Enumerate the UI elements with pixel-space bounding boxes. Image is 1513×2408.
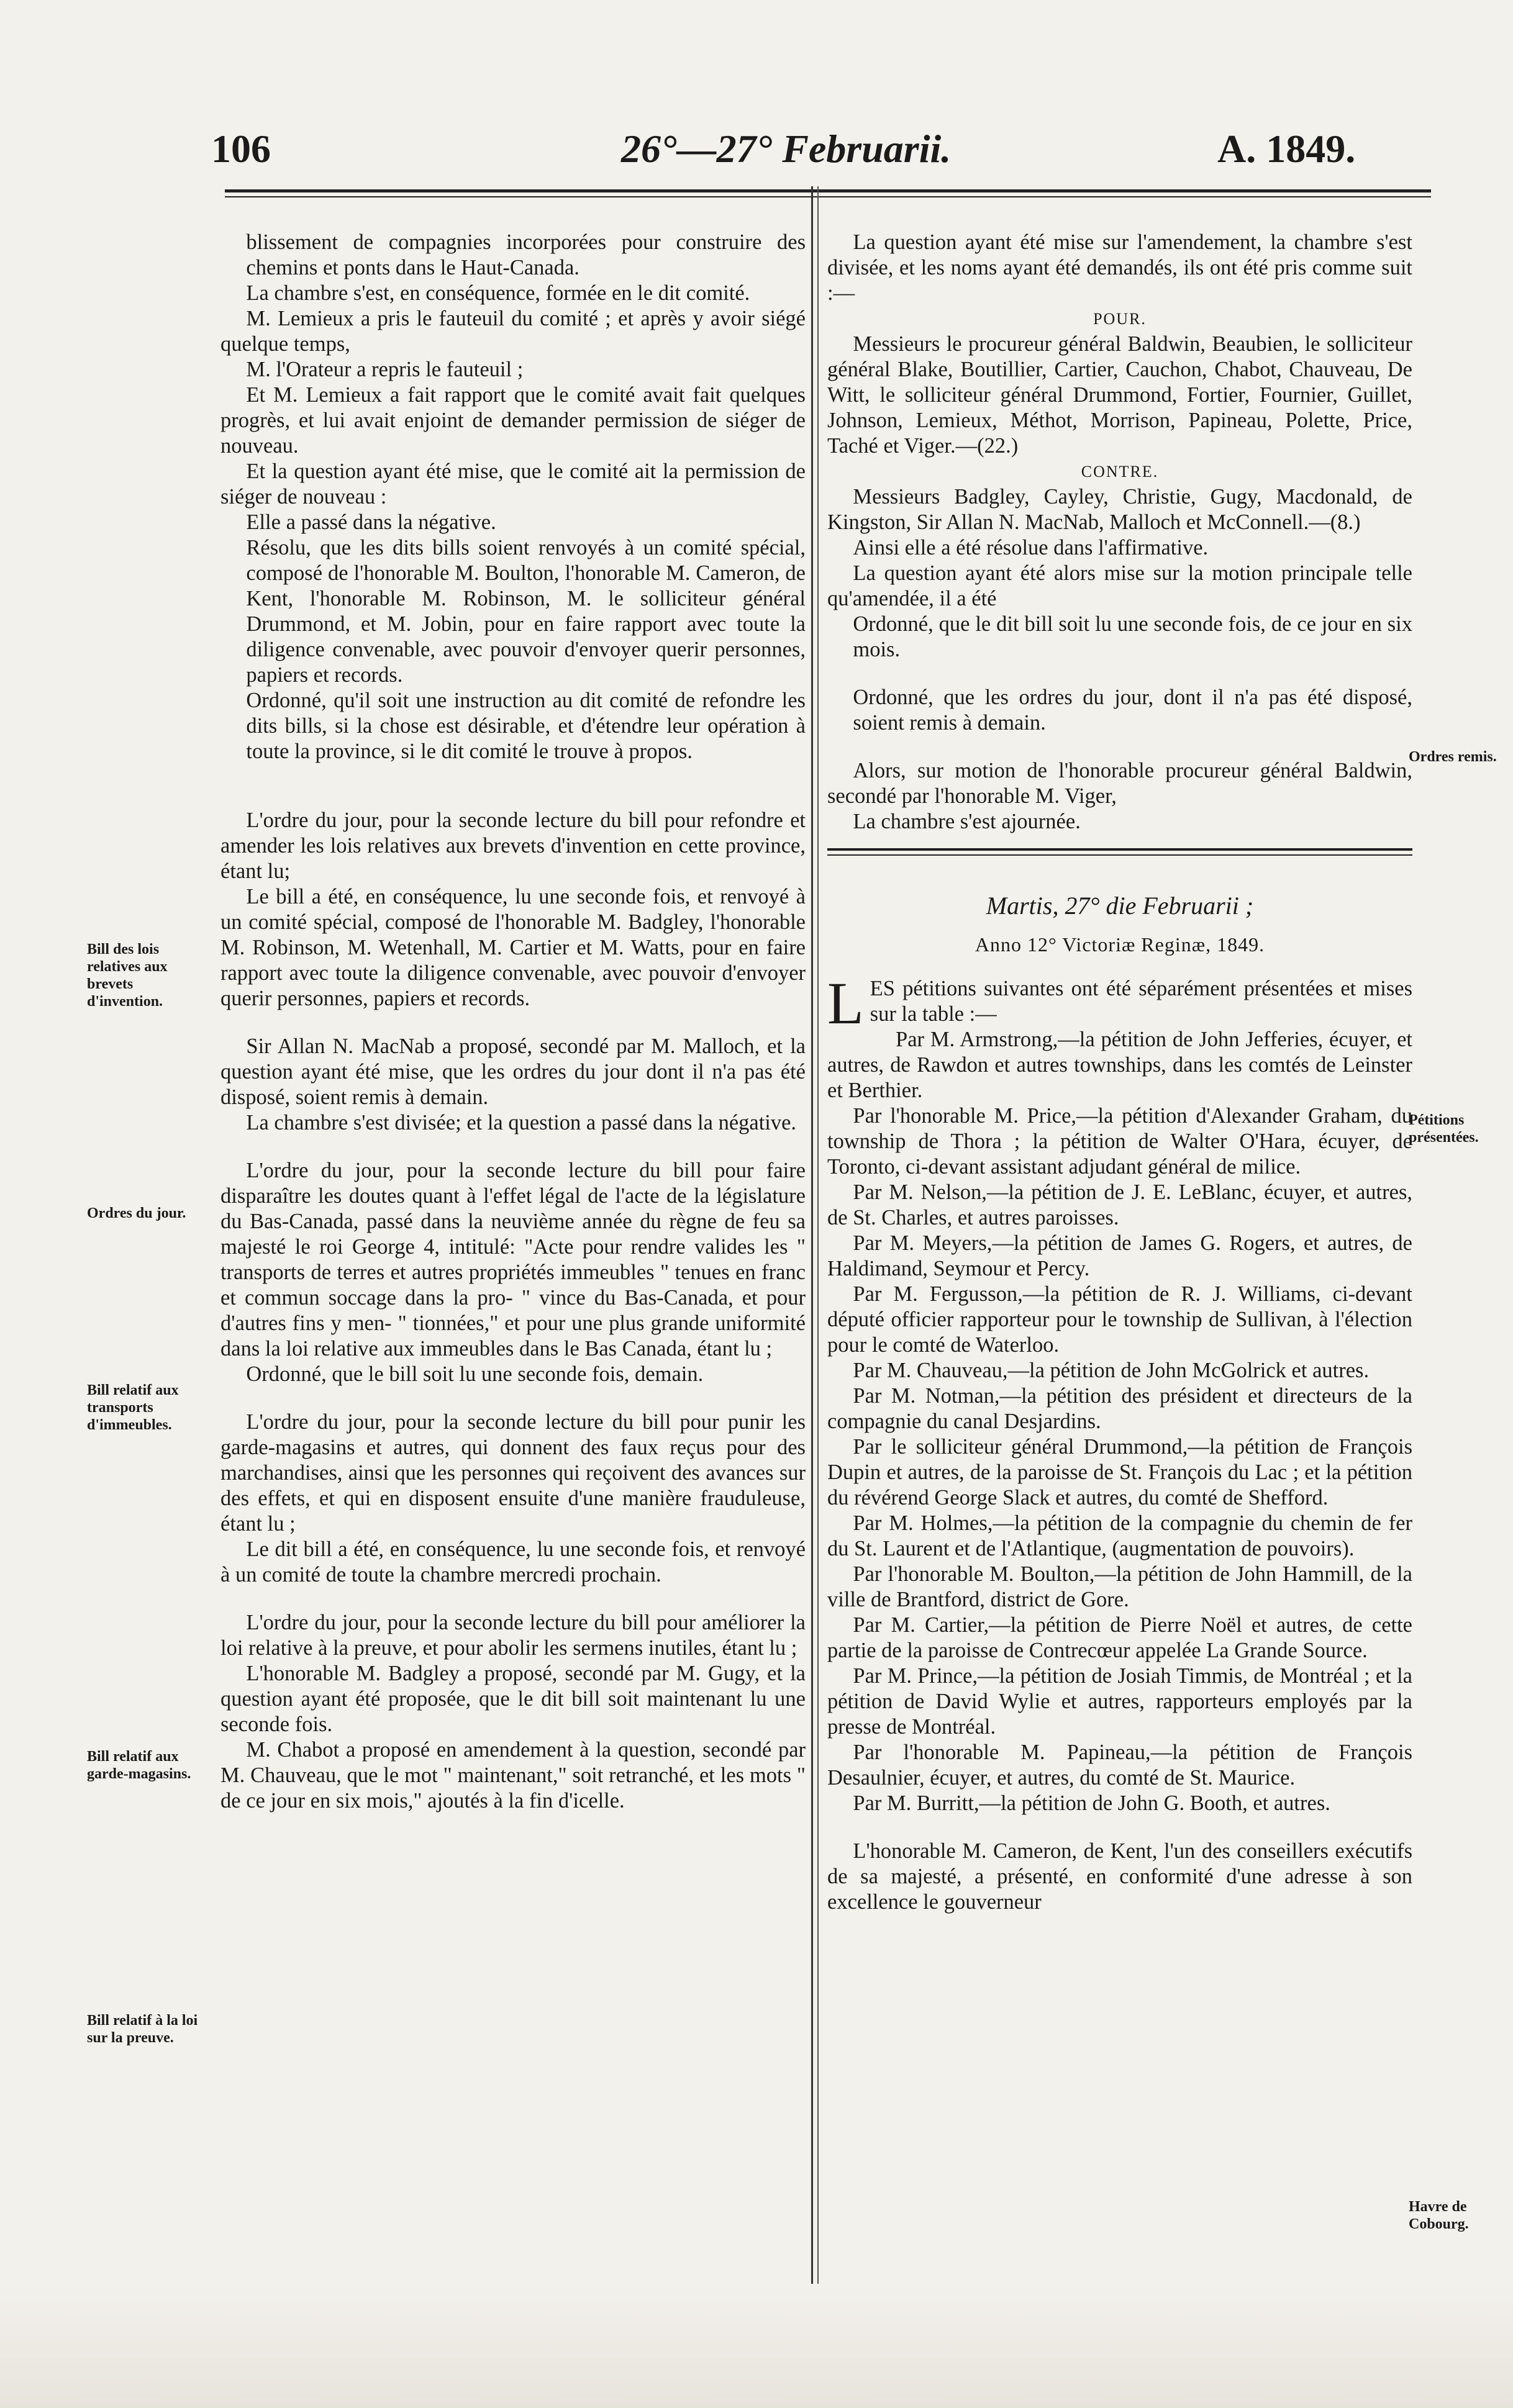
paragraph: La question ayant été alors mise sur la motion principale telle qu'amendée, il a été	[827, 561, 1412, 610]
paragraph: M. l'Orateur a repris le fauteuil ;	[246, 358, 524, 381]
margin-note-petitions: Pétitions présentées.	[1409, 1112, 1479, 1146]
petition-item: Par M. Cartier,—la pétition de Pierre Noël et autres, de cette partie de la paroisse de Contrecœur appelée La Grande Source.	[827, 1613, 1412, 1662]
petition-item: Par M. Meyers,—la pétition de James G. Rogers, et autres, de Haldimand, Seymour et Percy.	[827, 1231, 1412, 1280]
vote-label-pour: POUR.	[1093, 310, 1147, 328]
petition-item: Par M. Burritt,—la pétition de John G. Booth, et autres.	[853, 1791, 1330, 1815]
paragraph: Ordonné, qu'il soit une instruction au dit comité de refondre les dits bills, si la chose est désirable, et d'étendre leur opération à toute la province, si le dit comité le trouve à propos.	[246, 689, 806, 763]
petition-item: Par M. Armstrong,—la pétition de John Jefferies, écuyer, et autres, de Rawdon et autres townships, dans les comtés de Leinster et Berthier.	[827, 1028, 1412, 1102]
page-number: 106	[211, 127, 271, 171]
petition-item: Par l'honorable M. Papineau,—la pétition de François Desaulnier, écuyer, et autres, du comté de St. Maurice.	[827, 1740, 1412, 1790]
paragraph: Ordonné, que les ordres du jour, dont il n'a pas été disposé, soient remis à demain.	[853, 686, 1412, 735]
petition-item: Par l'honorable M. Boulton,—la pétition de John Hammill, de la ville de Brantford, district de Gore.	[827, 1562, 1412, 1611]
margin-note-transports: Bill relatif aux transports d'immeubles.	[87, 1382, 179, 1433]
paragraph: Le dit bill a été, en conséquence, lu une seconde fois, et renvoyé à un comité de toute la chambre mercredi prochain.	[220, 1537, 806, 1586]
petition-item: Par M. Nelson,—la pétition de J. E. LeBlanc, écuyer, et autres, de St. Charles, et autres paroisses.	[827, 1180, 1412, 1229]
petition-item: Par M. Notman,—la pétition des président et directeurs de la compagnie du canal Desjardins.	[827, 1384, 1412, 1433]
paragraph: La chambre s'est, en conséquence, formée en le dit comité.	[246, 281, 750, 305]
paragraph: L'ordre du jour, pour la seconde lecture du bill pour faire disparaître les doutes quant à l'effet légal de l'acte de la législature du Bas-Canada, passé dans la neuvième année du règne de feu sa majesté le roi George 4, intitulé: "Acte pour rendre valides les " transports de terres et autres propriétés immeubles " tenues en franc et commun soccage dans la pro- " vince du Bas-Canada, et pour d'autres fins y men- " tionnées," et pour une plus grande uniformité dans la loi relative aux immeubles dans le Bas Canada, étant lu ;	[220, 1159, 806, 1360]
paragraph: La question ayant été mise sur l'amendement, la chambre s'est divisée, et les noms ayant été demandés, ils ont été pris comme suit :—	[827, 230, 1412, 305]
margin-note-havre: Havre de Cobourg.	[1409, 2199, 1469, 2232]
paragraph: Alors, sur motion de l'honorable procureur général Baldwin, secondé par l'honorable M. Viger,	[827, 759, 1412, 808]
petition-item: Par M. Chauveau,—la pétition de John McGolrick et autres.	[853, 1359, 1370, 1382]
vote-label-contre: CONTRE.	[1081, 463, 1159, 481]
paragraph: Messieurs Badgley, Cayley, Christie, Gugy, Macdonald, de Kingston, Sir Allan N. MacNab, Malloch et McConnell.—(8.)	[827, 485, 1412, 534]
section-rule-thin	[827, 854, 1412, 856]
paragraph: Ordonné, que le bill soit lu une seconde fois, demain.	[246, 1362, 704, 1386]
anno-line: Anno 12° Victoriæ Reginæ, 1849.	[975, 933, 1265, 956]
petition-item: Par l'honorable M. Price,—la pétition d'Alexander Graham, du township de Thora ; la pétition de Walter O'Hara, écuyer, de Toronto, ci-devant assistant adjudant général de milice.	[827, 1104, 1412, 1179]
petitions-intro-text: ES pétitions suivantes ont été séparément présentées et mises sur la table :—	[870, 977, 1412, 1026]
page-year: A. 1849.	[1217, 127, 1356, 171]
paragraph: L'ordre du jour, pour la seconde lecture du bill pour améliorer la loi relative à la preuve, et pour abolir les sermens inutiles, étant lu ;	[220, 1611, 806, 1660]
scan-edge	[0, 2284, 1513, 2408]
column-divider-inner	[817, 186, 819, 2372]
page-date-heading: 26°—27° Februarii.	[621, 127, 952, 171]
right-column	[827, 230, 1412, 1915]
petition-item: Par le solliciteur général Drummond,—la pétition de François Dupin et autres, de la paroisse de St. François du Lac ; et la pétition du révérend George Slack et autres, du comté de Shefford.	[827, 1435, 1412, 1510]
margin-note-ordres-remis: Ordres remis.	[1409, 749, 1497, 765]
paragraph: M. Lemieux a pris le fauteuil du comité ; et après y avoir siégé quelque temps,	[220, 307, 806, 356]
paragraph: Ainsi elle a été résolue dans l'affirmative.	[853, 536, 1209, 559]
petition-item: Par M. Holmes,—la pétition de la compagnie du chemin de fer du St. Laurent et de l'Atlantique, (augmentation de pouvoirs).	[827, 1511, 1412, 1560]
left-column	[220, 230, 806, 1814]
paragraph: Le bill a été, en conséquence, lu une seconde fois, et renvoyé à un comité spécial, composé de l'honorable M. Badgley, l'honorable M. Robinson, M. Wetenhall, M. Cartier et M. Watts, pour en faire rapport avec toute la diligence convenable, avec pouvoir d'envoyer querir personnes, papiers et records.	[220, 885, 806, 1010]
paragraph: La chambre s'est ajournée.	[853, 810, 1081, 833]
paragraph: Elle a passé dans la négative.	[246, 510, 496, 534]
paragraph: Sir Allan N. MacNab a proposé, secondé par M. Malloch, et la question ayant été mise, que les ordres du jour dont il n'a pas été disposé, soient remis à demain.	[220, 1034, 806, 1109]
header-rule	[225, 189, 1431, 192]
petitions-intro	[827, 970, 1412, 1036]
paragraph: M. Chabot a proposé en amendement à la question, secondé par M. Chauveau, que le mot " maintenant," soit retranché, et les mots " de ce jour en six mois," ajoutés à la fin d'icelle.	[220, 1738, 806, 1813]
margin-note-ordres: Ordres du jour.	[87, 1205, 186, 1221]
paragraph: Messieurs le procureur général Baldwin, Beaubien, le solliciteur général Blake, Boutillier, Cartier, Cauchon, Chabot, Chauveau, De Witt, le solliciteur général Drummond, Fortier, Fournier, Guillet, Johnson, Lemieux, Méthot, Morrison, Papineau, Polette, Price, Taché et Viger.—(22.)	[827, 332, 1412, 458]
paragraph: La chambre s'est divisée; et la question a passé dans la négative.	[246, 1111, 797, 1134]
paragraph: blissement de compagnies incorporées pour construire des chemins et ponts dans le Haut-Canada.	[246, 230, 806, 279]
paragraph: Ordonné, que le dit bill soit lu une seconde fois, de ce jour en six mois.	[853, 612, 1412, 661]
day-heading: Martis, 27° die Februarii ;	[986, 892, 1254, 920]
paragraph: Et M. Lemieux a fait rapport que le comité avait fait quelques progrès, et lui avait enjoint de demander permission de siéger de nouveau.	[220, 383, 806, 458]
paragraph: L'ordre du jour, pour la seconde lecture du bill pour punir les garde-magasins et autres, qui donnent des faux reçus pour des marchandises, ainsi que les personnes qui reçoivent des avances sur des effets, et qui en disposent ensuite d'une manière frauduleuse, étant lu ;	[220, 1410, 806, 1536]
section-rule	[827, 848, 1412, 851]
paragraph: L'honorable M. Cameron, de Kent, l'un des conseillers exécutifs de sa majesté, a présenté, en conformité d'une adresse à son excellence le gouverneur	[827, 1839, 1412, 1914]
paragraph: L'honorable M. Badgley a proposé, secondé par M. Gugy, et la question ayant été proposée, que le dit bill soit maintenant lu une seconde fois.	[220, 1662, 806, 1736]
petition-item: Par M. Fergusson,—la pétition de R. J. Williams, ci-devant député officier rapporteur pour le township de Sullivan, à l'élection pour le comté de Waterloo.	[827, 1282, 1412, 1357]
petition-item: Par M. Prince,—la pétition de Josiah Timmis, de Montréal ; et la pétition de David Wylie et autres, rapporteurs employés par la presse de Montréal.	[827, 1664, 1412, 1739]
column-divider	[811, 186, 813, 2372]
header-rule-thin	[225, 196, 1431, 197]
paragraph: Résolu, que les dits bills soient renvoyés à un comité spécial, composé de l'honorable M. Boulton, l'honorable M. Cameron, de Kent, l'honorable M. Robinson, M. le solliciteur général Drummond, et M. Jobin, pour en faire rapport avec toute la diligence convenable, avec pouvoir d'envoyer querir personnes, papiers et records.	[246, 536, 806, 687]
drop-cap: L	[827, 970, 864, 1036]
margin-note-preuve: Bill relatif à la loi sur la preuve.	[87, 2012, 198, 2046]
paragraph: L'ordre du jour, pour la seconde lecture du bill pour refondre et amender les lois relatives aux brevets d'invention en cette province, étant lu;	[220, 808, 806, 883]
margin-note-brevets: Bill des lois relatives aux brevets d'invention.	[87, 941, 168, 1010]
paragraph: Et la question ayant été mise, que le comité ait la permission de siéger de nouveau :	[220, 459, 806, 509]
margin-note-gardemagasins: Bill relatif aux garde-magasins.	[87, 1749, 191, 1782]
